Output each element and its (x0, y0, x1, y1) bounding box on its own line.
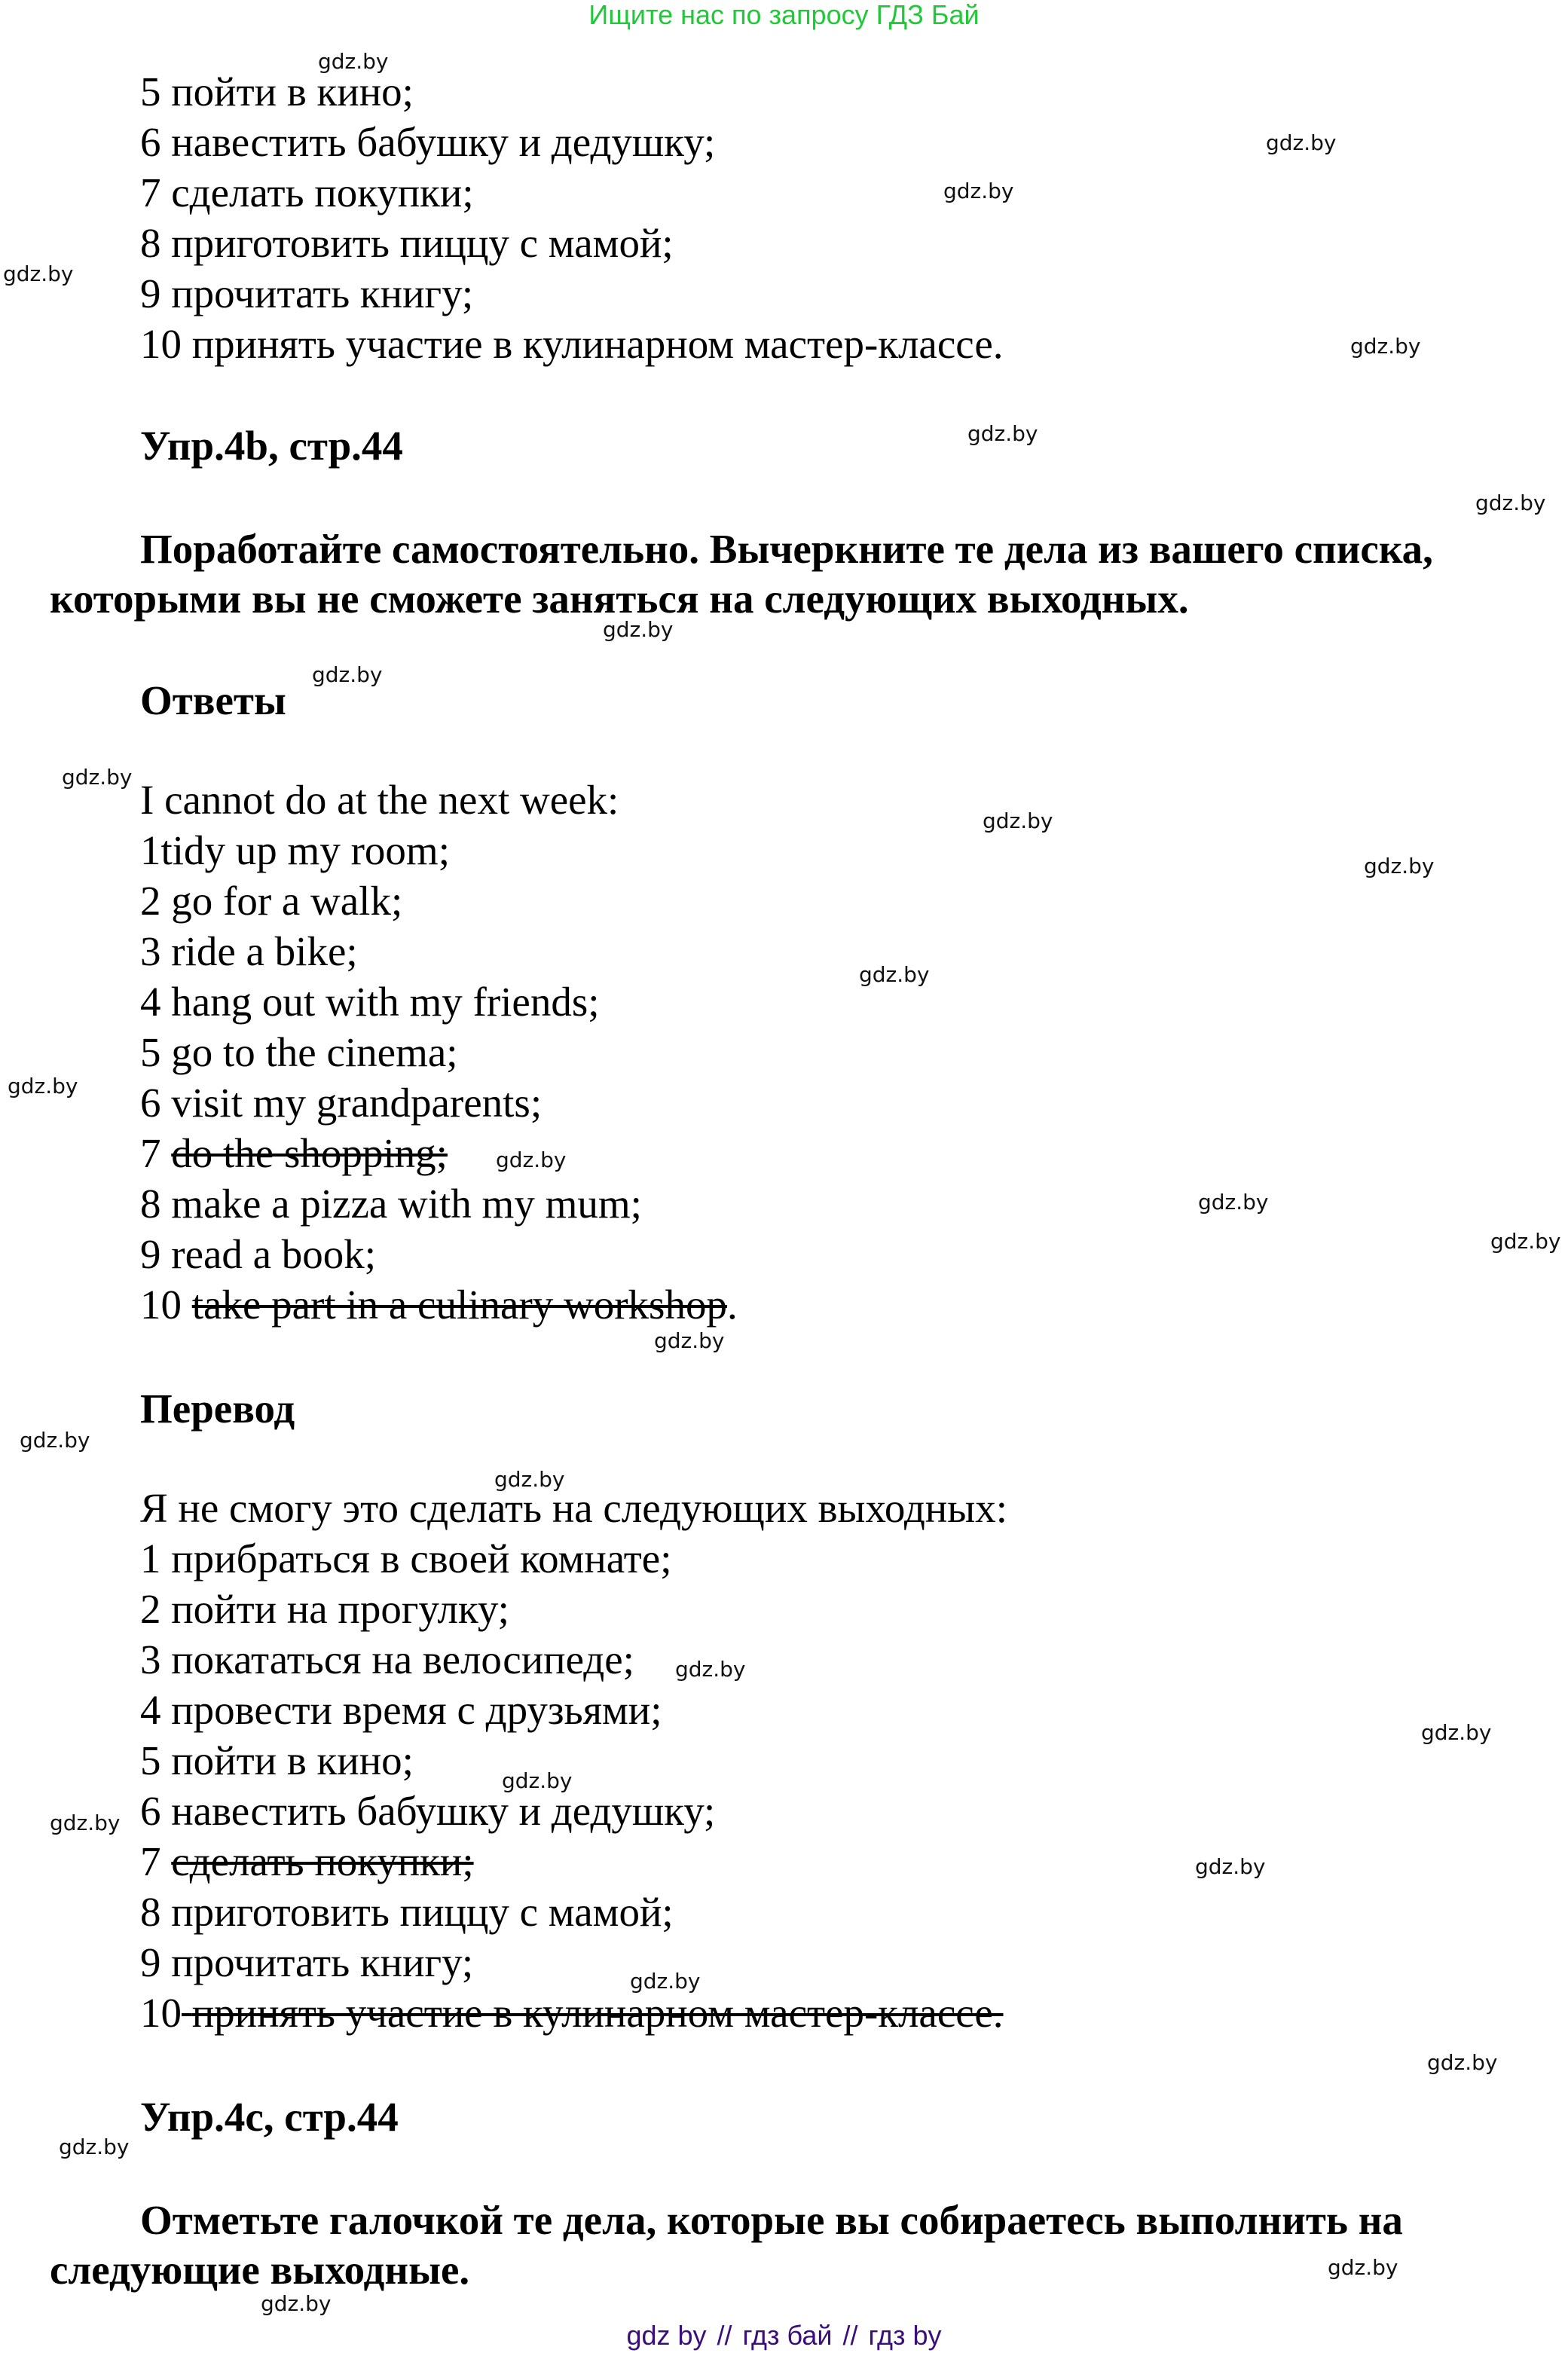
footer-link-gdz-by[interactable]: gdz by (626, 2320, 707, 2351)
watermark: gdz.by (967, 421, 1038, 446)
answer-item: 3 ride a bike; (140, 928, 358, 974)
answers-heading: Ответы (140, 677, 286, 723)
watermark: gdz.by (1427, 2050, 1498, 2075)
search-banner: Ищите нас по запросу ГДЗ Бай (588, 0, 980, 30)
answer-item: 4 hang out with my friends; (140, 979, 600, 1025)
translation-item: 1 прибраться в своей комнате; (140, 1536, 672, 1581)
exercise-4b-instruction-line2: которыми вы не сможете заняться на следующих выходных. (50, 576, 1189, 622)
translation-item-struck: 10 принять участие в кулинарном мастер-классе. (140, 1990, 1004, 2036)
prev-list-item: 5 пойти в кино; (140, 69, 414, 115)
footer-separator: // (717, 2320, 732, 2351)
watermark: gdz.by (943, 179, 1014, 203)
answers-intro: I cannot do at the next week: (140, 777, 619, 823)
translation-item: 2 пойти на прогулку; (140, 1586, 509, 1632)
footer-separator: // (842, 2320, 858, 2351)
watermark: gdz.by (603, 617, 674, 642)
watermark: gdz.by (8, 1074, 78, 1099)
translation-heading: Перевод (140, 1386, 295, 1432)
answer-item: 1tidy up my room; (140, 827, 450, 873)
exercise-4b-title: Упр.4b, стр.44 (140, 423, 403, 469)
watermark: gdz.by (1490, 1229, 1561, 1254)
answer-item-struck: 10 take part in a culinary workshop. (140, 1282, 738, 1328)
answer-item: 2 go for a walk; (140, 878, 403, 924)
watermark: gdz.by (859, 962, 930, 987)
watermark: gdz.by (312, 662, 383, 687)
footer-link-gdz-bai[interactable]: гдз бай (742, 2320, 833, 2351)
prev-list-item: 9 прочитать книгу; (140, 270, 474, 316)
watermark: gdz.by (50, 1811, 121, 1835)
exercise-4c-title: Упр.4с, стр.44 (140, 2094, 399, 2140)
translation-item: 9 прочитать книгу; (140, 1939, 474, 1985)
prev-list-item: 7 сделать покупки; (140, 170, 474, 215)
watermark: gdz.by (59, 2134, 130, 2159)
answer-item: 5 go to the cinema; (140, 1029, 458, 1075)
watermark: gdz.by (3, 261, 74, 286)
watermark: gdz.by (261, 2291, 332, 2316)
watermark: gdz.by (1328, 2255, 1398, 2280)
answer-item: 9 read a book; (140, 1231, 377, 1277)
prev-list-item: 6 навестить бабушку и дедушку; (140, 119, 716, 165)
exercise-4c-instruction-line1: Отметьте галочкой те дела, которые вы собираетесь выполнить на (140, 2197, 1403, 2243)
watermark: gdz.by (502, 1768, 573, 1793)
watermark: gdz.by (1421, 1720, 1492, 1745)
watermark: gdz.by (1195, 1854, 1266, 1879)
exercise-4b-instruction-line1: Поработайте самостоятельно. Вычеркните те дела из вашего списка, (140, 526, 1433, 572)
exercise-4c-instruction-line2: следующие выходные. (50, 2247, 470, 2293)
watermark: gdz.by (1350, 334, 1421, 359)
watermark: gdz.by (675, 1657, 746, 1682)
footer-links (0, 2319, 1568, 2352)
answer-item-struck: 7 do the shopping; (140, 1130, 448, 1176)
watermark: gdz.by (1475, 490, 1546, 515)
watermark: gdz.by (654, 1328, 725, 1353)
translation-item: 3 покататься на велосипеде; (140, 1636, 634, 1682)
watermark: gdz.by (318, 49, 389, 74)
watermark: gdz.by (1364, 854, 1435, 879)
translation-item-struck: 7 сделать покупки; (140, 1838, 474, 1884)
translation-item: 6 навестить бабушку и дедушку; (140, 1788, 716, 1834)
watermark: gdz.by (1198, 1190, 1269, 1215)
watermark: gdz.by (494, 1467, 565, 1492)
translation-item: 4 провести время с друзьями; (140, 1687, 662, 1733)
prev-list-item: 10 принять участие в кулинарном мастер-классе. (140, 321, 1004, 367)
prev-list-item: 8 приготовить пиццу с мамой; (140, 220, 674, 266)
translation-item: 5 пойти в кино; (140, 1737, 414, 1783)
footer-link-gdz-by-cyr[interactable]: гдз by (868, 2320, 942, 2351)
watermark: gdz.by (496, 1147, 567, 1172)
answer-item: 6 visit my grandparents; (140, 1080, 543, 1126)
answer-item: 8 make a pizza with my mum; (140, 1181, 642, 1227)
translation-item: 8 приготовить пиццу с мамой; (140, 1889, 674, 1935)
watermark: gdz.by (983, 808, 1053, 833)
watermark: gdz.by (62, 765, 133, 790)
watermark: gdz.by (630, 1969, 701, 1994)
translation-intro: Я не смогу это сделать на следующих выходных: (140, 1485, 1007, 1531)
watermark: gdz.by (1266, 130, 1337, 155)
watermark: gdz.by (20, 1428, 90, 1453)
